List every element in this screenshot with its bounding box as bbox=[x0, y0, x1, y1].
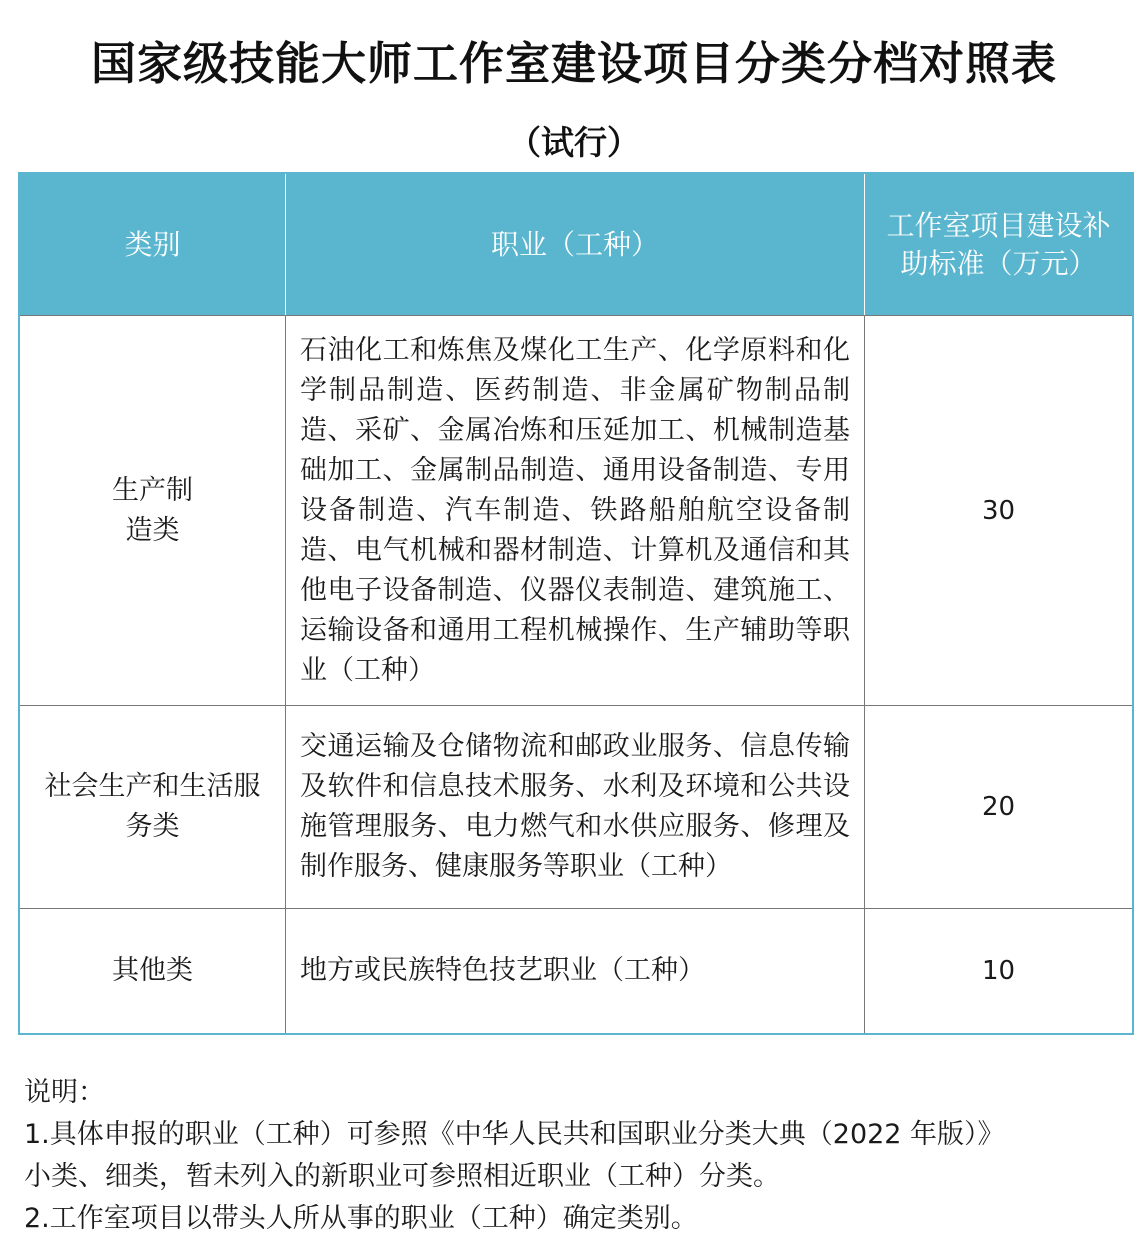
standard-cell: 20 bbox=[981, 792, 1016, 822]
note-line-3: 2.工作室项目以带头人所从事的职业（工种）确定类别。 bbox=[24, 1203, 698, 1234]
note-line-2: 小类、细类，暂未列入的新职业可参照相近职业（工种）分类。 bbox=[24, 1161, 780, 1192]
category-cell: 社会生产和生活服务类 bbox=[20, 706, 286, 908]
page-title: 国家级技能大师工作室建设项目分类分档对照表 bbox=[90, 37, 1057, 90]
category-cell: 其他类 bbox=[20, 909, 286, 1033]
header-occupation: 职业（工种） bbox=[286, 174, 865, 315]
table-row bbox=[20, 315, 1132, 705]
category-cell: 生产制造类 bbox=[20, 316, 286, 705]
header-standard: 工作室项目建设补助标准（万元） bbox=[886, 208, 1111, 280]
occupation-cell: 石油化工和炼焦及煤化工生产、化学原料和化学制品制造、医药制造、非金属矿物制品制造、采矿、金属冶炼和压延加工、机械制造基础加工、金属制品制造、通用设备制造、专用设备制造、汽车制造、铁路船舶航空设备制造、电气机械和器材制造、计算机及通信和其他电子设备制造、仪器仪表制造、建筑施工、运输设备和通用工程机械操作、生产辅助等职业（工种） bbox=[286, 316, 865, 705]
table-row bbox=[20, 705, 1132, 908]
table-header-row bbox=[20, 174, 1132, 315]
header-category: 类别 bbox=[20, 174, 286, 315]
notes-section bbox=[24, 1072, 1134, 1240]
occupation-cell: 地方或民族特色技艺职业（工种） bbox=[286, 909, 865, 1033]
classification-table bbox=[18, 172, 1134, 1035]
table-row bbox=[20, 908, 1132, 1033]
page-subtitle: （试行） bbox=[508, 123, 640, 162]
standard-cell: 10 bbox=[981, 956, 1016, 986]
notes-heading: 说明： bbox=[24, 1077, 105, 1108]
note-line-1: 1.具体申报的职业（工种）可参照《中华人民共和国职业分类大典（2022 年版）》 bbox=[24, 1119, 1005, 1150]
occupation-cell: 交通运输及仓储物流和邮政业服务、信息传输及软件和信息技术服务、水利及环境和公共设施管理服务、电力燃气和水供应服务、修理及制作服务、健康服务等职业（工种） bbox=[286, 706, 865, 908]
standard-cell: 30 bbox=[981, 495, 1016, 526]
